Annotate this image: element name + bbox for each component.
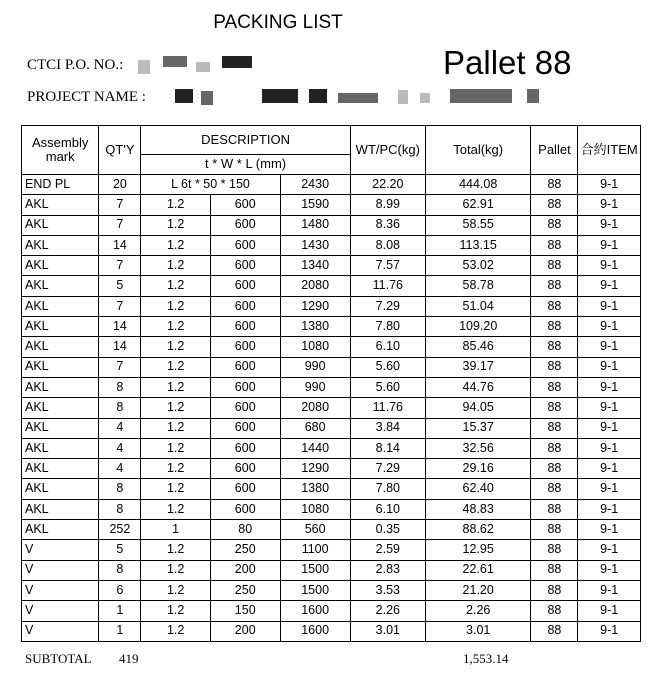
packing-list-table bbox=[21, 125, 641, 642]
assembly-mark-cell: AKL bbox=[22, 377, 99, 397]
pallet-cell: 88 bbox=[531, 377, 578, 397]
contract-item-cell: 9-1 bbox=[578, 256, 641, 276]
length-cell: 990 bbox=[280, 377, 350, 397]
table-row bbox=[22, 215, 641, 235]
pallet-cell: 88 bbox=[531, 215, 578, 235]
qty-cell: 7 bbox=[99, 357, 141, 377]
weight-per-piece-cell: 22.20 bbox=[350, 175, 425, 195]
assembly-mark-cell: AKL bbox=[22, 256, 99, 276]
total-weight-cell: 51.04 bbox=[425, 296, 531, 316]
length-cell: 1080 bbox=[280, 337, 350, 357]
length-cell: 1600 bbox=[280, 621, 350, 641]
pallet-cell: 88 bbox=[531, 540, 578, 560]
qty-cell: 7 bbox=[99, 256, 141, 276]
width-cell: 150 bbox=[210, 601, 280, 621]
length-cell: 1290 bbox=[280, 459, 350, 479]
width-cell: 600 bbox=[210, 479, 280, 499]
contract-item-cell: 9-1 bbox=[578, 195, 641, 215]
thickness-cell: 1.2 bbox=[141, 296, 210, 316]
total-weight-cell: 85.46 bbox=[425, 337, 531, 357]
table-row bbox=[22, 499, 641, 519]
qty-cell: 252 bbox=[99, 520, 141, 540]
contract-item-cell: 9-1 bbox=[578, 175, 641, 195]
contract-item-cell: 9-1 bbox=[578, 459, 641, 479]
assembly-mark-cell: V bbox=[22, 601, 99, 621]
length-cell: 1480 bbox=[280, 215, 350, 235]
qty-cell: 14 bbox=[99, 337, 141, 357]
pallet-cell: 88 bbox=[531, 175, 578, 195]
assembly-mark-cell: AKL bbox=[22, 499, 99, 519]
table-row bbox=[22, 601, 641, 621]
weight-per-piece-cell: 2.59 bbox=[350, 540, 425, 560]
qty-cell: 8 bbox=[99, 377, 141, 397]
length-cell: 2080 bbox=[280, 276, 350, 296]
length-cell: 1340 bbox=[280, 256, 350, 276]
width-cell: 600 bbox=[210, 337, 280, 357]
qty-cell: 4 bbox=[99, 418, 141, 438]
qty-cell: 7 bbox=[99, 296, 141, 316]
pallet-cell: 88 bbox=[531, 296, 578, 316]
qty-cell: 20 bbox=[99, 175, 141, 195]
weight-per-piece-cell: 11.76 bbox=[350, 398, 425, 418]
weight-per-piece-cell: 3.84 bbox=[350, 418, 425, 438]
thickness-cell: 1.2 bbox=[141, 357, 210, 377]
qty-cell: 7 bbox=[99, 215, 141, 235]
length-cell: 990 bbox=[280, 357, 350, 377]
width-cell: 600 bbox=[210, 317, 280, 337]
weight-per-piece-cell: 7.57 bbox=[350, 256, 425, 276]
weight-per-piece-cell: 8.14 bbox=[350, 438, 425, 458]
weight-per-piece-cell: 8.08 bbox=[350, 235, 425, 255]
contract-item-cell: 9-1 bbox=[578, 601, 641, 621]
subtotal-total: 1,553.14 bbox=[463, 651, 509, 666]
thickness-cell: 1 bbox=[141, 520, 210, 540]
header-pallet: Pallet bbox=[531, 126, 578, 175]
thickness-cell: 1.2 bbox=[141, 580, 210, 600]
thickness-cell: 1.2 bbox=[141, 195, 210, 215]
pallet-cell: 88 bbox=[531, 601, 578, 621]
assembly-mark-cell: AKL bbox=[22, 520, 99, 540]
width-cell: 600 bbox=[210, 235, 280, 255]
thickness-cell: 1.2 bbox=[141, 459, 210, 479]
table-row bbox=[22, 580, 641, 600]
assembly-mark-cell: AKL bbox=[22, 459, 99, 479]
assembly-mark-cell: AKL bbox=[22, 215, 99, 235]
assembly-mark-cell: AKL bbox=[22, 337, 99, 357]
assembly-mark-cell: AKL bbox=[22, 418, 99, 438]
contract-item-cell: 9-1 bbox=[578, 479, 641, 499]
qty-cell: 7 bbox=[99, 195, 141, 215]
table-row bbox=[22, 560, 641, 580]
contract-item-cell: 9-1 bbox=[578, 499, 641, 519]
assembly-mark-cell: V bbox=[22, 560, 99, 580]
table-row bbox=[22, 377, 641, 397]
pallet-cell: 88 bbox=[531, 479, 578, 499]
qty-cell: 1 bbox=[99, 621, 141, 641]
contract-item-cell: 9-1 bbox=[578, 276, 641, 296]
weight-per-piece-cell: 7.80 bbox=[350, 479, 425, 499]
assembly-mark-cell: END PL bbox=[22, 175, 99, 195]
pallet-cell: 88 bbox=[531, 560, 578, 580]
qty-cell: 6 bbox=[99, 580, 141, 600]
weight-per-piece-cell: 3.01 bbox=[350, 621, 425, 641]
table-row bbox=[22, 418, 641, 438]
pallet-cell: 88 bbox=[531, 621, 578, 641]
thickness-cell: 1.2 bbox=[141, 418, 210, 438]
table-row bbox=[22, 520, 641, 540]
table-row bbox=[22, 459, 641, 479]
qty-cell: 8 bbox=[99, 560, 141, 580]
total-weight-cell: 12.95 bbox=[425, 540, 531, 560]
pallet-cell: 88 bbox=[531, 398, 578, 418]
weight-per-piece-cell: 7.80 bbox=[350, 317, 425, 337]
total-weight-cell: 113.15 bbox=[425, 235, 531, 255]
pallet-cell: 88 bbox=[531, 580, 578, 600]
thickness-cell: 1.2 bbox=[141, 317, 210, 337]
contract-item-cell: 9-1 bbox=[578, 621, 641, 641]
length-cell: 1380 bbox=[280, 479, 350, 499]
thickness-cell: 1.2 bbox=[141, 377, 210, 397]
thickness-cell: 1.2 bbox=[141, 601, 210, 621]
assembly-mark-cell: AKL bbox=[22, 357, 99, 377]
weight-per-piece-cell: 7.29 bbox=[350, 459, 425, 479]
width-cell: 600 bbox=[210, 256, 280, 276]
qty-cell: 5 bbox=[99, 276, 141, 296]
total-weight-cell: 444.08 bbox=[425, 175, 531, 195]
contract-item-cell: 9-1 bbox=[578, 215, 641, 235]
thickness-cell: 1.2 bbox=[141, 256, 210, 276]
total-weight-cell: 109.20 bbox=[425, 317, 531, 337]
width-cell: 600 bbox=[210, 398, 280, 418]
header-total: Total(kg) bbox=[425, 126, 531, 175]
thickness-cell: 1.2 bbox=[141, 438, 210, 458]
length-cell: 1430 bbox=[280, 235, 350, 255]
total-weight-cell: 94.05 bbox=[425, 398, 531, 418]
assembly-mark-cell: AKL bbox=[22, 235, 99, 255]
document-title: PACKING LIST bbox=[213, 12, 343, 33]
contract-item-cell: 9-1 bbox=[578, 540, 641, 560]
contract-item-cell: 9-1 bbox=[578, 296, 641, 316]
weight-per-piece-cell: 2.83 bbox=[350, 560, 425, 580]
assembly-mark-cell: V bbox=[22, 580, 99, 600]
pallet-cell: 88 bbox=[531, 276, 578, 296]
qty-cell: 14 bbox=[99, 317, 141, 337]
table-row bbox=[22, 195, 641, 215]
table-row bbox=[22, 175, 641, 195]
thickness-cell: 1.2 bbox=[141, 276, 210, 296]
length-cell: 560 bbox=[280, 520, 350, 540]
width-cell: 250 bbox=[210, 580, 280, 600]
total-weight-cell: 22.61 bbox=[425, 560, 531, 580]
project-name-label: PROJECT NAME : bbox=[27, 89, 146, 105]
weight-per-piece-cell: 3.53 bbox=[350, 580, 425, 600]
assembly-mark-cell: AKL bbox=[22, 398, 99, 418]
total-weight-cell: 88.62 bbox=[425, 520, 531, 540]
pallet-cell: 88 bbox=[531, 499, 578, 519]
thickness-cell: 1.2 bbox=[141, 215, 210, 235]
width-cell: 200 bbox=[210, 621, 280, 641]
pallet-label: Pallet 88 bbox=[443, 44, 572, 81]
pallet-cell: 88 bbox=[531, 195, 578, 215]
thickness-cell: 1.2 bbox=[141, 398, 210, 418]
table-row bbox=[22, 479, 641, 499]
thickness-cell: 1.2 bbox=[141, 560, 210, 580]
assembly-mark-cell: AKL bbox=[22, 276, 99, 296]
pallet-cell: 88 bbox=[531, 256, 578, 276]
qty-cell: 1 bbox=[99, 601, 141, 621]
width-cell: 600 bbox=[210, 459, 280, 479]
contract-item-cell: 9-1 bbox=[578, 418, 641, 438]
qty-cell: 8 bbox=[99, 398, 141, 418]
weight-per-piece-cell: 11.76 bbox=[350, 276, 425, 296]
table-row bbox=[22, 276, 641, 296]
weight-per-piece-cell: 7.29 bbox=[350, 296, 425, 316]
total-weight-cell: 62.91 bbox=[425, 195, 531, 215]
width-cell: 600 bbox=[210, 195, 280, 215]
total-weight-cell: 29.16 bbox=[425, 459, 531, 479]
width-cell: 600 bbox=[210, 499, 280, 519]
total-weight-cell: 48.83 bbox=[425, 499, 531, 519]
assembly-mark-cell: AKL bbox=[22, 438, 99, 458]
length-cell: 1380 bbox=[280, 317, 350, 337]
thickness-cell: 1.2 bbox=[141, 499, 210, 519]
thickness-cell: 1.2 bbox=[141, 621, 210, 641]
contract-item-cell: 9-1 bbox=[578, 520, 641, 540]
subtotal-label: SUBTOTAL bbox=[25, 651, 92, 666]
length-cell: 680 bbox=[280, 418, 350, 438]
table-row bbox=[22, 296, 641, 316]
total-weight-cell: 58.78 bbox=[425, 276, 531, 296]
pallet-cell: 88 bbox=[531, 337, 578, 357]
length-cell: 2430 bbox=[280, 175, 350, 195]
width-cell: 600 bbox=[210, 418, 280, 438]
total-weight-cell: 32.56 bbox=[425, 438, 531, 458]
length-cell: 1500 bbox=[280, 560, 350, 580]
table-row bbox=[22, 540, 641, 560]
assembly-mark-cell: AKL bbox=[22, 317, 99, 337]
width-cell: 80 bbox=[210, 520, 280, 540]
qty-cell: 8 bbox=[99, 479, 141, 499]
weight-per-piece-cell: 6.10 bbox=[350, 337, 425, 357]
qty-cell: 14 bbox=[99, 235, 141, 255]
qty-cell: 8 bbox=[99, 499, 141, 519]
header-wt-pc: WT/PC(kg) bbox=[350, 126, 425, 175]
contract-item-cell: 9-1 bbox=[578, 377, 641, 397]
subtotal-qty: 419 bbox=[119, 651, 139, 666]
po-number-label: CTCI P.O. NO.: bbox=[27, 57, 124, 73]
total-weight-cell: 2.26 bbox=[425, 601, 531, 621]
weight-per-piece-cell: 8.36 bbox=[350, 215, 425, 235]
assembly-mark-cell: V bbox=[22, 540, 99, 560]
contract-item-cell: 9-1 bbox=[578, 580, 641, 600]
total-weight-cell: 58.55 bbox=[425, 215, 531, 235]
qty-cell: 5 bbox=[99, 540, 141, 560]
header-qty: QT'Y bbox=[99, 126, 141, 175]
pallet-cell: 88 bbox=[531, 520, 578, 540]
pallet-cell: 88 bbox=[531, 317, 578, 337]
qty-cell: 4 bbox=[99, 438, 141, 458]
contract-item-cell: 9-1 bbox=[578, 398, 641, 418]
assembly-mark-cell: AKL bbox=[22, 479, 99, 499]
weight-per-piece-cell: 8.99 bbox=[350, 195, 425, 215]
weight-per-piece-cell: 5.60 bbox=[350, 357, 425, 377]
width-cell: 600 bbox=[210, 276, 280, 296]
contract-item-cell: 9-1 bbox=[578, 235, 641, 255]
width-cell: 250 bbox=[210, 540, 280, 560]
table-row bbox=[22, 438, 641, 458]
thickness-cell: 1.2 bbox=[141, 540, 210, 560]
width-cell: 200 bbox=[210, 560, 280, 580]
thickness-cell: 1.2 bbox=[141, 479, 210, 499]
table-row bbox=[22, 357, 641, 377]
total-weight-cell: 53.02 bbox=[425, 256, 531, 276]
total-weight-cell: 15.37 bbox=[425, 418, 531, 438]
header-contract-item: 合約ITEM bbox=[578, 126, 641, 175]
width-cell: 600 bbox=[210, 215, 280, 235]
width-cell: 600 bbox=[210, 438, 280, 458]
qty-cell: 4 bbox=[99, 459, 141, 479]
header-assembly-mark: Assembly mark bbox=[22, 126, 99, 175]
length-cell: 1080 bbox=[280, 499, 350, 519]
weight-per-piece-cell: 2.26 bbox=[350, 601, 425, 621]
length-cell: 1600 bbox=[280, 601, 350, 621]
weight-per-piece-cell: 0.35 bbox=[350, 520, 425, 540]
pallet-cell: 88 bbox=[531, 235, 578, 255]
assembly-mark-cell: AKL bbox=[22, 296, 99, 316]
weight-per-piece-cell: 5.60 bbox=[350, 377, 425, 397]
table-row bbox=[22, 337, 641, 357]
total-weight-cell: 39.17 bbox=[425, 357, 531, 377]
total-weight-cell: 3.01 bbox=[425, 621, 531, 641]
table-row bbox=[22, 256, 641, 276]
table-row bbox=[22, 621, 641, 641]
contract-item-cell: 9-1 bbox=[578, 337, 641, 357]
assembly-mark-cell: V bbox=[22, 621, 99, 641]
pallet-cell: 88 bbox=[531, 438, 578, 458]
contract-item-cell: 9-1 bbox=[578, 317, 641, 337]
thickness-cell: 1.2 bbox=[141, 235, 210, 255]
weight-per-piece-cell: 6.10 bbox=[350, 499, 425, 519]
table-row bbox=[22, 235, 641, 255]
pallet-cell: 88 bbox=[531, 357, 578, 377]
table-row bbox=[22, 317, 641, 337]
pallet-cell: 88 bbox=[531, 459, 578, 479]
length-cell: 1290 bbox=[280, 296, 350, 316]
contract-item-cell: 9-1 bbox=[578, 438, 641, 458]
thickness-cell: 1.2 bbox=[141, 337, 210, 357]
contract-item-cell: 9-1 bbox=[578, 560, 641, 580]
assembly-mark-cell: AKL bbox=[22, 195, 99, 215]
length-cell: 1440 bbox=[280, 438, 350, 458]
description-cell: L 6t * 50 * 150 bbox=[141, 175, 280, 195]
total-weight-cell: 62.40 bbox=[425, 479, 531, 499]
pallet-cell: 88 bbox=[531, 418, 578, 438]
length-cell: 2080 bbox=[280, 398, 350, 418]
header-description: DESCRIPTION bbox=[141, 126, 350, 155]
length-cell: 1590 bbox=[280, 195, 350, 215]
length-cell: 1500 bbox=[280, 580, 350, 600]
width-cell: 600 bbox=[210, 296, 280, 316]
length-cell: 1100 bbox=[280, 540, 350, 560]
total-weight-cell: 21.20 bbox=[425, 580, 531, 600]
table-row bbox=[22, 398, 641, 418]
width-cell: 600 bbox=[210, 377, 280, 397]
header-dimensions: t * W * L (mm) bbox=[141, 155, 350, 175]
width-cell: 600 bbox=[210, 357, 280, 377]
total-weight-cell: 44.76 bbox=[425, 377, 531, 397]
contract-item-cell: 9-1 bbox=[578, 357, 641, 377]
